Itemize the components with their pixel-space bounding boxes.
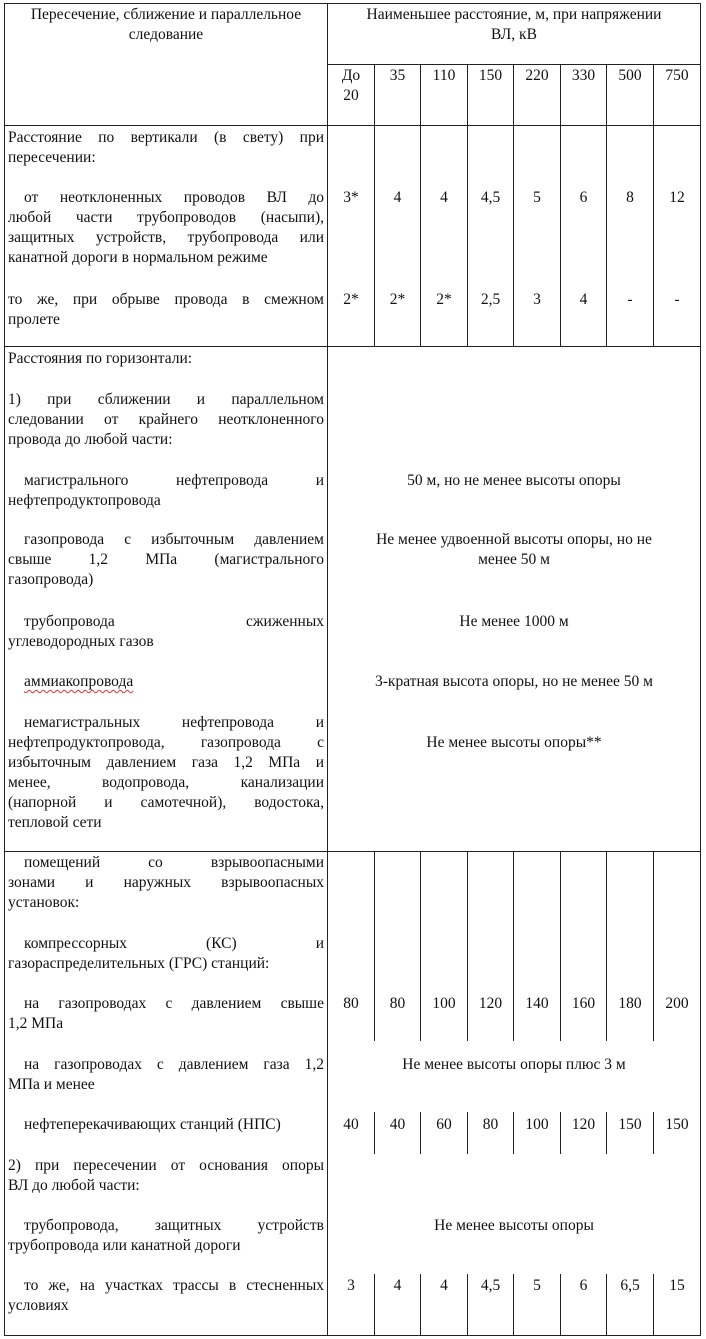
row-label-explosive: зонами и наружных взрывоопасных [8, 874, 324, 891]
value-cell: 80 [343, 995, 359, 1012]
voltage-header: До 20 [341, 67, 361, 104]
voltage-header: 35 [389, 67, 406, 84]
item-1-label: следовании от крайнего неотклоненного [8, 411, 324, 428]
value-cell: 140 [525, 995, 549, 1012]
value-cell: 2* [436, 291, 452, 308]
merged-value-cell: Не менее 1000 м [459, 613, 569, 630]
value-cell: 5 [533, 189, 541, 206]
value-cell: 15 [669, 1277, 685, 1294]
row-label-gas-high: на газопроводах с давлением свыше [24, 995, 324, 1012]
value-cell: - [674, 291, 680, 308]
row-label-non-main: немагистральных нефтепровода и [24, 714, 324, 731]
row-label-wire-break: то же, при обрыве провода в смежном [8, 291, 324, 308]
row-label-non-main: нефтепродуктопровода, газопровода с [8, 734, 324, 751]
row-label-gas-low: на газопроводах с давлением газа 1,2 [24, 1056, 324, 1073]
value-cell: 4,5 [480, 189, 501, 206]
voltage-header: 220 [525, 67, 549, 84]
item-2-label: 2) при пересечении от основания опоры [8, 1157, 324, 1174]
voltage-header: 750 [665, 67, 689, 84]
value-cell: 120 [478, 995, 503, 1012]
row-label-oil-pipeline: нефтепродуктопровода [8, 492, 161, 509]
value-cell: 60 [436, 1116, 452, 1133]
value-cell: 6,5 [620, 1277, 640, 1294]
row-label-non-main: менее, водопровода, канализации [8, 774, 324, 791]
merged-value-cell: 50 м, но не менее высоты опоры [407, 472, 621, 489]
value-cell: 12 [669, 189, 685, 206]
row-label-normal-mode: от неотклоненных проводов ВЛ до [24, 189, 324, 206]
row-label-gas-low: МПа и менее [8, 1076, 95, 1093]
voltage-header: 500 [618, 67, 642, 84]
row-label-normal-mode: канатной дороги в нормальном режиме [8, 249, 268, 266]
row-label-compressor: компрессорных (КС) и [24, 935, 324, 952]
value-cell: 6 [579, 189, 588, 206]
row-label-normal-mode: любой части трубопроводов (насыпи), [8, 209, 324, 226]
vertical-heading: Расстояние по вертикали (в свету) при [8, 129, 324, 146]
row-label-gas-pipeline: газопровода с избыточным давлением [24, 531, 324, 548]
merged-value-cell: Не менее высоты опоры** [426, 734, 602, 751]
value-cell: 160 [571, 995, 596, 1012]
value-cell: 4,5 [480, 1277, 501, 1294]
voltage-header: 330 [571, 67, 596, 84]
value-cell: 80 [389, 995, 406, 1012]
value-cell: 4 [440, 189, 448, 206]
row-label-oil-pipeline: магистрального нефтепровода и [24, 472, 324, 489]
voltage-header: 110 [432, 67, 456, 84]
row-label-non-main: избыточным давлением газа 1,2 МПа и [8, 754, 324, 771]
value-cell: 150 [665, 1116, 689, 1133]
vertical-heading: пересечении: [8, 149, 96, 166]
merged-value-cell: 3-кратная высота опоры, но не менее 50 м [375, 673, 653, 690]
value-cell: 3* [343, 189, 359, 206]
row-label-gas-high: 1,2 МПа [8, 1015, 64, 1032]
value-cell: 5 [533, 1277, 541, 1294]
value-cell: 100 [525, 1116, 549, 1133]
table-border-bottom [4, 1335, 701, 1336]
row-label-narrow-route: то же, на участках трассы в стесненных [24, 1277, 324, 1294]
item-1-label: 1) при сближении и параллельном [8, 391, 324, 408]
value-cell: 6 [579, 1277, 588, 1294]
value-cell: 3 [533, 291, 541, 308]
value-cell: 2,5 [480, 291, 501, 308]
header-distance-title: Наименьшее расстояние, м, при напряжении ВЛ, кВ [366, 6, 662, 43]
value-cell: 4 [440, 1277, 448, 1294]
row-label-pipe-crossing: трубопровода, защитных устройств [24, 1217, 324, 1234]
row-label-normal-mode: защитных устройств, трубопровода или [8, 229, 324, 246]
row-label-compressor: газораспределительных (ГРС) станций: [8, 955, 270, 972]
row-label-narrow-route: условиях [8, 1297, 69, 1314]
table-border-left [4, 3, 5, 1336]
row-label-non-main: тепловой сети [8, 814, 102, 831]
value-cell: 40 [389, 1116, 406, 1133]
row-label-explosive: помещений со взрывоопасными [24, 854, 324, 871]
horizontal-section-bottom-line [4, 851, 701, 852]
table-border-top [4, 3, 701, 4]
row-label-lpg-pipeline: трубопровода сжиженных [24, 613, 324, 630]
value-cell: 100 [432, 995, 456, 1012]
row-label-wire-break: пролете [8, 311, 60, 328]
row-label-gas-pipeline: свыше 1,2 МПа (магистрального [8, 551, 324, 568]
row-label-gas-pipeline: газопровода) [8, 571, 94, 588]
value-cell: 3 [347, 1277, 355, 1294]
value-cell: 4 [393, 189, 402, 206]
header-bottom-line [4, 125, 701, 126]
row-label-non-main: (напорной и самотечной), водостока, [8, 794, 324, 811]
horizontal-heading: Расстояния по горизонтали: [8, 350, 193, 367]
value-cell: 8 [626, 189, 634, 206]
row-label-pipe-crossing: трубопровода или канатной дороги [8, 1237, 241, 1254]
value-cell: 150 [618, 1116, 642, 1133]
value-cell: 4 [393, 1277, 402, 1294]
table-border-right [700, 3, 701, 1336]
voltage-row-line [327, 64, 701, 65]
row-label-explosive: установок: [8, 894, 80, 911]
voltage-header: 150 [478, 67, 503, 84]
value-cell: 40 [343, 1116, 359, 1133]
value-cell: - [627, 291, 633, 308]
header-crossing-title: Пересечение, сближение и параллельное следование [30, 6, 302, 43]
value-cell: 200 [665, 995, 689, 1012]
row-label-nps: нефтеперекачивающих станций (НПС) [24, 1116, 281, 1133]
value-cell: 120 [571, 1116, 596, 1133]
merged-value-cell: Не менее удвоенной высоты опоры, но не менее 50 м [376, 531, 652, 568]
value-cell: 4 [579, 291, 588, 308]
row-label-ammonia [24, 672, 133, 692]
vertical-section-bottom-line [4, 346, 701, 347]
row-label-lpg-pipeline: углеводородных газов [8, 633, 154, 650]
value-cell: 80 [482, 1116, 499, 1133]
item-1-label: провода до любой части: [8, 431, 173, 448]
merged-value-cell: Не менее высоты опоры плюс 3 м [402, 1056, 626, 1073]
value-cell: 2* [389, 291, 406, 308]
spellcheck-underline: аммиакопровода [24, 673, 134, 690]
item-2-label: ВЛ до любой части: [8, 1177, 140, 1194]
merged-value-cell: Не менее высоты опоры [434, 1217, 594, 1234]
value-cell: 180 [618, 995, 642, 1012]
value-cell: 2* [343, 291, 359, 308]
